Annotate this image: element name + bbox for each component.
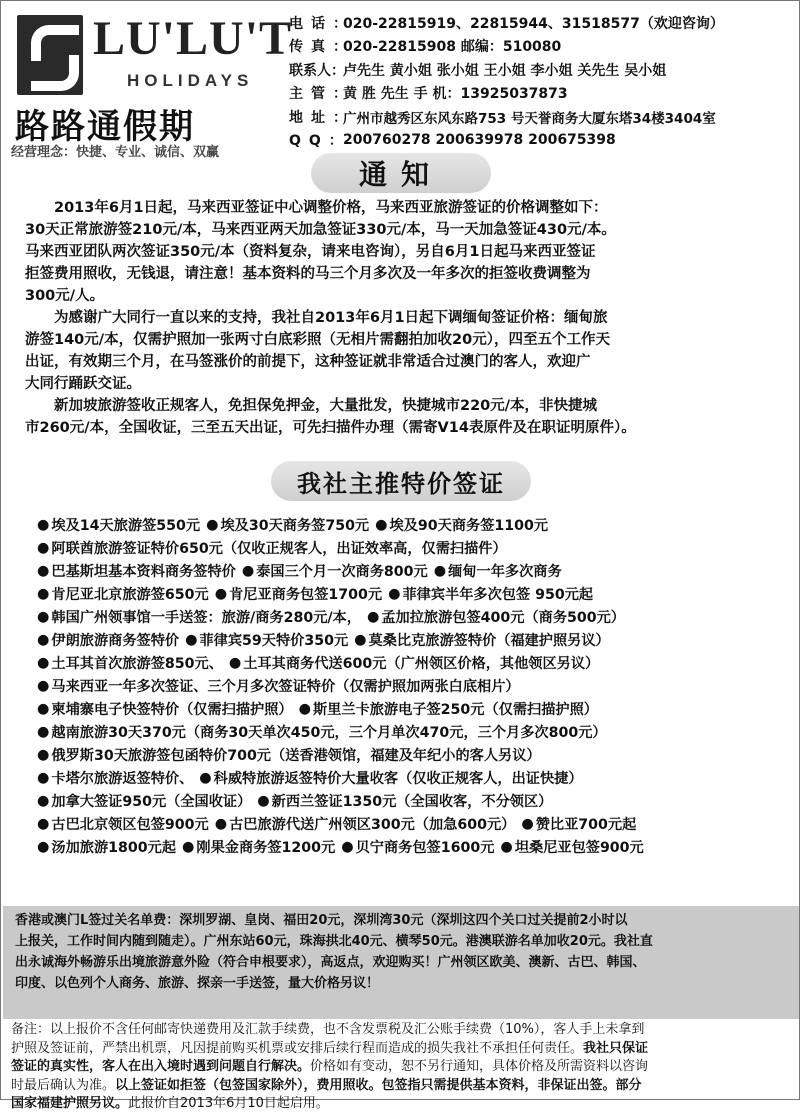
visa-offer: 埃及30天商务签750元 (220, 517, 370, 534)
visa-offer: 韩国广州领事馆一手送签：旅游/商务280元/本， (51, 609, 361, 626)
bullet-icon: ● (214, 815, 228, 832)
bullet-icon: ● (37, 838, 50, 855)
specials-row (37, 536, 797, 559)
contact-row-phone (289, 11, 799, 35)
specials-row (37, 766, 797, 789)
visa-offer: 埃及14天旅游签550元 (51, 517, 201, 534)
bullet-icon: ● (37, 562, 50, 579)
visa-offer: 新西兰签证1350元（全国收客，不分领区） (271, 793, 553, 810)
contact-label: 联系人： (289, 62, 345, 79)
notice-line: 新加坡旅游签收正规客人，免担保免押金，大量批发，快捷城市220元/本，非快捷城 (54, 398, 598, 414)
visa-offer: 柬埔寨电子快签特价（仅需扫描护照） (51, 701, 293, 718)
contact-value: 广州市越秀区东风东路753 号天誉商务大厦东塔34楼3404室 (343, 110, 716, 127)
bullet-icon: ● (37, 585, 50, 602)
notice-line: 300元/人。 (25, 288, 105, 304)
notice-line: 出证，有效期三个月，在马签涨价的前提下，这种签证就非常适合过澳门的客人，欢迎广 (25, 354, 591, 370)
bullet-icon: ● (388, 585, 401, 602)
contact-label: QQ： (289, 133, 351, 150)
notice-line: 30天正常旅游签210元/本，马来西亚两天加急签证330元/本，马一天加急签证430元/本。 (25, 222, 616, 238)
visa-offer: 泰国三个月一次商务800元 (256, 563, 428, 580)
logo-s-icon (17, 15, 83, 95)
specials-row (37, 743, 797, 766)
visa-offer: 埃及90天商务签1100元 (389, 517, 549, 534)
bullet-icon: ● (433, 562, 447, 579)
remark-line: 签证的真实性，客人在出入境时遇到问题自行解决。价格如有变动，恕不另行通知，具体价格及所需资料以咨询 (11, 1059, 649, 1074)
brand-english: LU'LU'T (93, 12, 293, 65)
bullet-icon: ● (354, 631, 367, 648)
bullet-icon: ● (214, 585, 228, 602)
visa-offer: 缅甸一年多次商务 (448, 563, 562, 580)
visa-offer: 莫桑比克旅游签特价（福建护照另议） (368, 632, 610, 649)
contact-label: 地址： (289, 109, 355, 126)
visa-offer: 古巴旅游代送广州领区300元（加急600元） (229, 816, 516, 833)
notice-heading (1, 153, 801, 193)
visa-offer: 马来西亚一年多次签证、三个月多次签证特价（仅需护照加两张白底相片） (51, 678, 520, 695)
contact-label: 传真： (289, 39, 355, 56)
contact-value: 200760278 200639978 200675398 (343, 132, 616, 149)
specials-row (37, 651, 797, 674)
bullet-icon: ● (257, 792, 270, 809)
bullet-icon: ● (37, 677, 50, 694)
bullet-icon: ● (185, 631, 198, 648)
contact-value: 020-22815919、22815944、31518577（欢迎咨询） (343, 15, 724, 32)
bullet-icon: ● (375, 516, 388, 533)
visa-offer: 汤加旅游1800元起 (51, 839, 177, 856)
brand-subtitle: HOLIDAYS (127, 71, 254, 90)
remark-line: 护照及签证前，严禁出机票，凡因提前购买机票或安排后续行程而造成的损失我社不承担任何责任。我社只保证 (11, 1040, 649, 1056)
specials-row (37, 835, 797, 858)
specials-row (37, 812, 797, 835)
bullet-icon: ● (37, 631, 50, 648)
visa-offer: 阿联酋旅游签证特价650元（仅收正规客人，出证效率高，仅需扫描件） (51, 540, 507, 557)
contact-value: 020-22815908 邮编：510080 (343, 39, 562, 56)
bullet-icon: ● (37, 608, 50, 625)
remarks (11, 1021, 796, 1114)
company-logo (7, 9, 293, 160)
notice-line: 拒签费用照收，无钱退，请注意！基本资料的马三个月多次及一年多次的拒签收费调整为 (25, 266, 591, 282)
contact-row-fax (289, 35, 799, 59)
contact-info (289, 11, 799, 152)
info-line: 出永诚海外畅游乐出境旅游意外险（符合申根要求），高返点，欢迎购买！广州领区欧美、澳新、古巴、韩国、 (15, 955, 646, 970)
contact-row-persons (289, 58, 799, 82)
visa-offer: 肯尼亚北京旅游签650元 (51, 586, 209, 603)
contact-value: 卢先生 黄小姐 张小姐 王小姐 李小姐 关先生 吴小姐 (343, 62, 667, 79)
specials-list (37, 513, 797, 858)
notice-line: 大同行踊跃交证。 (25, 376, 141, 392)
bullet-icon: ● (37, 746, 50, 763)
bullet-icon: ● (182, 838, 195, 855)
contact-row-manager (289, 82, 799, 106)
specials-row (37, 628, 797, 651)
visa-offer: 古巴北京领区包签900元 (51, 816, 209, 833)
notice-line: 游签140元/本，仅需护照加一张两寸白底彩照（无相片需翻拍加收20元），四至五个工作天 (25, 332, 610, 348)
bullet-icon: ● (37, 769, 50, 786)
visa-offer: 加拿大签证950元（全国收证） (51, 793, 252, 810)
contact-value: 黄 胜 先生 手 机：13925037873 (343, 86, 568, 103)
bullet-icon: ● (199, 769, 212, 786)
bullet-icon: ● (37, 654, 50, 671)
brand-chinese: 路路通假期 (15, 107, 195, 147)
specials-row (37, 513, 797, 536)
visa-offer: 斯里兰卡旅游电子签250元（仅需扫描护照） (312, 701, 598, 718)
bullet-icon: ● (241, 562, 255, 579)
visa-offer: 赞比亚700元起 (535, 816, 637, 833)
notice-title: 通知 (311, 153, 491, 193)
bullet-icon: ● (298, 700, 311, 717)
visa-offer: 伊朗旅游商务签特价 (51, 632, 180, 649)
visa-offer: 贝宁商务包签1600元 (355, 839, 495, 856)
remark-line: 时最后确认为准。以上签证如拒签（包签国家除外），费用照收。包签指只需提供基本资料，非保证出签。部分 (11, 1077, 642, 1093)
notice-line: 市260元/本，全国收证，三至五天出证，可先扫描件办理（需寄V14表原件及在职证明原件）。 (25, 420, 636, 436)
contact-label: 主管： (289, 86, 355, 103)
notice-line: 为感谢广大同行一直以来的支持，我社自2013年6月1日起下调缅甸签证价格：缅甸旅 (54, 310, 608, 326)
specials-row (37, 582, 797, 605)
bullet-icon: ● (228, 654, 242, 671)
specials-row (37, 720, 797, 743)
bullet-icon: ● (37, 539, 50, 556)
bullet-icon: ● (206, 516, 219, 533)
bullet-icon: ● (37, 723, 50, 740)
remark-line: 备注：以上报价不含任何邮寄快递费用及汇款手续费，也不含发票税及汇公账手续费（10%），客人手上未拿到 (11, 1022, 645, 1037)
bullet-icon: ● (37, 516, 50, 533)
bullet-icon: ● (341, 838, 354, 855)
visa-offer: 菲律宾59天特价350元 (199, 632, 349, 649)
contact-label: 电话： (289, 15, 355, 32)
specials-row (37, 674, 797, 697)
visa-offer: 土耳其首次旅游签850元、 (51, 655, 223, 672)
specials-heading (1, 461, 801, 501)
visa-offer: 孟加拉旅游包签400元（商务500元） (381, 609, 625, 626)
visa-offer: 越南旅游30天370元（商务30天单次450元，三个月单次470元，三个月多次800元） (51, 724, 607, 741)
notice-line: 2013年6月1日起，马来西亚签证中心调整价格，马来西亚旅游签证的价格调整如下： (54, 200, 608, 216)
visa-offer: 土耳其商务代送600元（广州领区价格，其他领区另议） (243, 655, 600, 672)
specials-row (37, 789, 797, 812)
bullet-icon: ● (366, 608, 380, 625)
visa-offer: 俄罗斯30天旅游签包函特价700元（送香港领馆，福建及年纪小的客人另议） (51, 747, 541, 764)
info-line: 印度、以色列个人商务、旅游、探亲一手送签，量大价格另议！ (15, 976, 380, 991)
notice-line: 马来西亚团队两次签证350元/本（资料复杂，请来电咨询），另自6月1日起马来西亚签证 (25, 244, 596, 260)
bullet-icon: ● (37, 815, 50, 832)
bullet-icon: ● (500, 838, 513, 855)
visa-offer: 刚果金商务签1200元 (196, 839, 336, 856)
visa-offer: 巴基斯坦基本资料商务签特价 (51, 563, 236, 580)
specials-row (37, 697, 797, 720)
info-line: 香港或澳门L签过关名单费：深圳罗湖、皇岗、福田20元，深圳湾30元（深圳这四个关口过关提前2小时以 (15, 913, 628, 928)
business-motto: 经营理念：快捷、专业、诚信、双赢 (11, 145, 220, 160)
visa-offer: 卡塔尔旅游返签特价、 (51, 770, 194, 787)
notice-body (25, 197, 795, 439)
info-line: 上报关，工作时间内随到随走）。广州东站60元，珠海拱北40元、横琴50元。港澳联游名单加收20元。我社直 (15, 934, 653, 949)
specials-title: 我社主推特价签证 (271, 461, 531, 501)
visa-offer: 菲律宾半年多次包签 950元起 (402, 586, 594, 603)
specials-row (37, 605, 797, 628)
border-crossing-info (3, 906, 799, 1019)
remark-line: 国家福建护照另议。此报价自2013年6月10日起启用。 (11, 1096, 329, 1111)
visa-offer: 肯尼亚商务包签1700元 (229, 586, 383, 603)
bullet-icon: ● (37, 792, 50, 809)
specials-row (37, 559, 797, 582)
bullet-icon: ● (521, 815, 534, 832)
visa-offer: 科威特旅游返签特价大量收客（仅收正规客人，出证快捷） (213, 770, 583, 787)
contact-row-address (289, 105, 799, 129)
bullet-icon: ● (37, 700, 50, 717)
contact-row-qq (289, 129, 799, 153)
visa-offer: 坦桑尼亚包签900元 (514, 839, 644, 856)
